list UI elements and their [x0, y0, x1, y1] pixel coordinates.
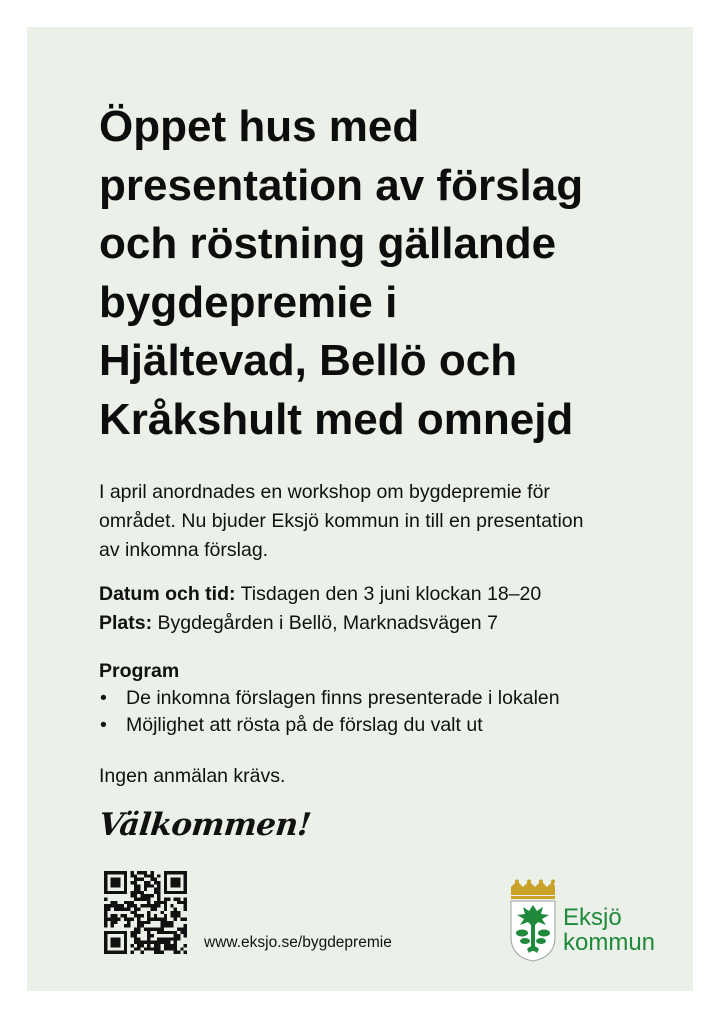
intro-line: I april anordnades en workshop om bygdepremie för: [99, 481, 550, 503]
event-info: [99, 580, 541, 638]
program-list: [99, 685, 560, 739]
title-line: Kråkshult med omnejd: [99, 394, 574, 444]
title-line: bygdepremie i: [99, 277, 398, 327]
municipality-logo: [509, 879, 669, 969]
logo-line-eksjo: Eksjö: [563, 904, 622, 931]
intro-line: området. Nu bjuder Eksjö kommun in till en presentation: [99, 510, 584, 532]
place-value: Bygdegården i Bellö, Marknadsvägen 7: [157, 612, 498, 634]
website-link[interactable]: www.eksjo.se/bygdepremie: [204, 934, 392, 951]
program-item: • De inkomna förslagen finns presenterade i lokalen: [99, 685, 560, 712]
intro-line: av inkomna förslag.: [99, 539, 269, 561]
place-label: Plats:: [99, 612, 153, 634]
program-item: • Möjlighet att rösta på de förslag du valt ut: [99, 712, 560, 739]
logo-line-kommun: kommun: [563, 929, 656, 956]
datetime-label: Datum och tid:: [99, 583, 236, 605]
place-row: [99, 609, 541, 638]
poster-title: [99, 98, 679, 449]
program-heading: Program: [99, 660, 180, 682]
title-line: presentation av förslag: [99, 160, 584, 210]
welcome-text: Välkommen!: [97, 807, 313, 843]
eksjo-coat-of-arms-icon: [509, 879, 557, 963]
no-registration-note: Ingen anmälan krävs.: [99, 765, 286, 787]
datetime-row: [99, 580, 541, 609]
datetime-value: Tisdagen den 3 juni klockan 18–20: [240, 583, 542, 605]
poster: [27, 27, 693, 991]
title-line: Hjältevad, Bellö och: [99, 336, 518, 385]
qr-code-icon[interactable]: [104, 871, 187, 954]
title-line: och röstning gällande: [99, 219, 557, 268]
intro-paragraph: [99, 478, 659, 565]
logo-wordmark: [563, 905, 655, 955]
title-line: Öppet hus med: [99, 102, 420, 151]
program-section: [99, 658, 560, 739]
